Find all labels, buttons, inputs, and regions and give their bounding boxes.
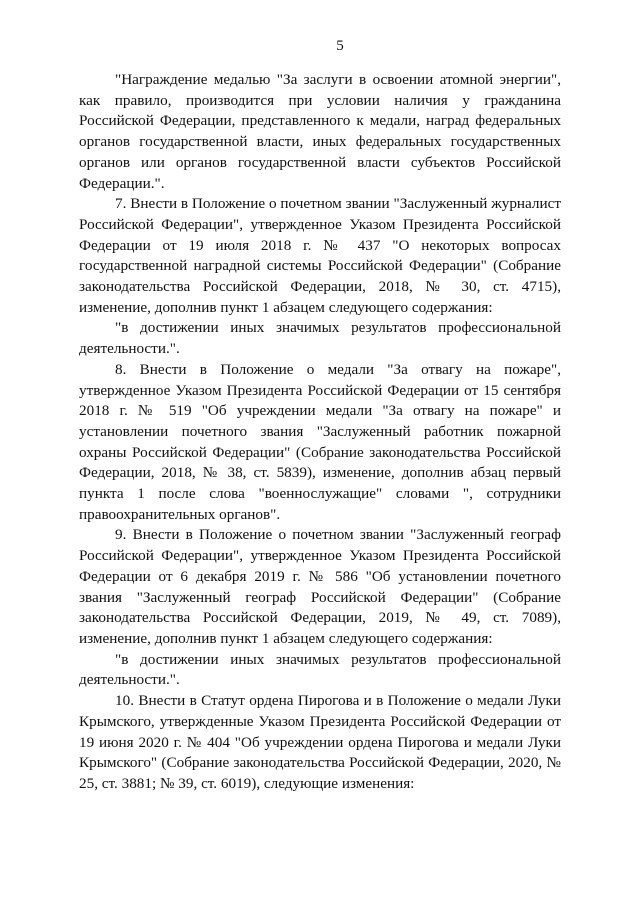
paragraph-medal-award-condition: "Награждение медалью "За заслуги в освоении атомной энергии", как правило, производится при условии наличия у гражданина Российской Федерации, представленного к медали, наград федеральных органов государственной власти, иных федеральных государственных органов или органов государственной власти субъектов Российской Федерации.". — [79, 71, 561, 192]
page-number: 5 — [336, 38, 344, 54]
paragraph-item-9: 9. Внести в Положение о почетном звании "Заслуженный географ Российской Федерации", утвержденное Указом Президента Российской Федерации от 6 декабря 2019 г. № 586 "Об установлении почетного звания "Заслуженный географ Российской Федерации" (Собрание законодательства Российской Федерации, 2019, № 49, ст. 7089), изменение, дополнив пункт 1 абзацем следующего содержания: — [79, 526, 561, 647]
paragraph-item-7-addition: "в достижении иных значимых результатов профессиональной деятельности.". — [79, 319, 561, 358]
document-body — [79, 70, 561, 795]
paragraph-item-7: 7. Внести в Положение о почетном звании "Заслуженный журналист Российской Федерации", утвержденное Указом Президента Российской Федерации от 19 июля 2018 г. № 437 "О некоторых вопросах государственной наградной системы Российской Федерации" (Собрание законодательства Российской Федерации, 2018, № 30, ст. 4715), изменение, дополнив пункт 1 абзацем следующего содержания: — [79, 195, 561, 316]
paragraph-item-8: 8. Внести в Положение о медали "За отвагу на пожаре", утвержденное Указом Президента Российской Федерации от 15 сентября 2018 г. № 519 "Об учреждении медали "За отвагу на пожаре" и установлении почетного звания "Заслуженный работник пожарной охраны Российской Федерации" (Собрание законодательства Российской Федерации, 2018, № 38, ст. 5839), изменение, дополнив абзац первый пункта 1 после слова "военнослужащие" словами ", сотрудники правоохранительных органов". — [79, 360, 561, 523]
paragraph-item-9-addition: "в достижении иных значимых результатов профессиональной деятельности.". — [79, 650, 561, 689]
paragraph-item-10: 10. Внести в Статут ордена Пирогова и в Положение о медали Луки Крымского, утвержденные Указом Президента Российской Федерации от 19 июня 2020 г. № 404 "Об учреждении ордена Пирогова и медали Луки Крымского" (Собрание законодательства Российской Федерации, 2020, № 25, ст. 3881; № 39, ст. 6019), следующие изменения: — [79, 692, 561, 792]
